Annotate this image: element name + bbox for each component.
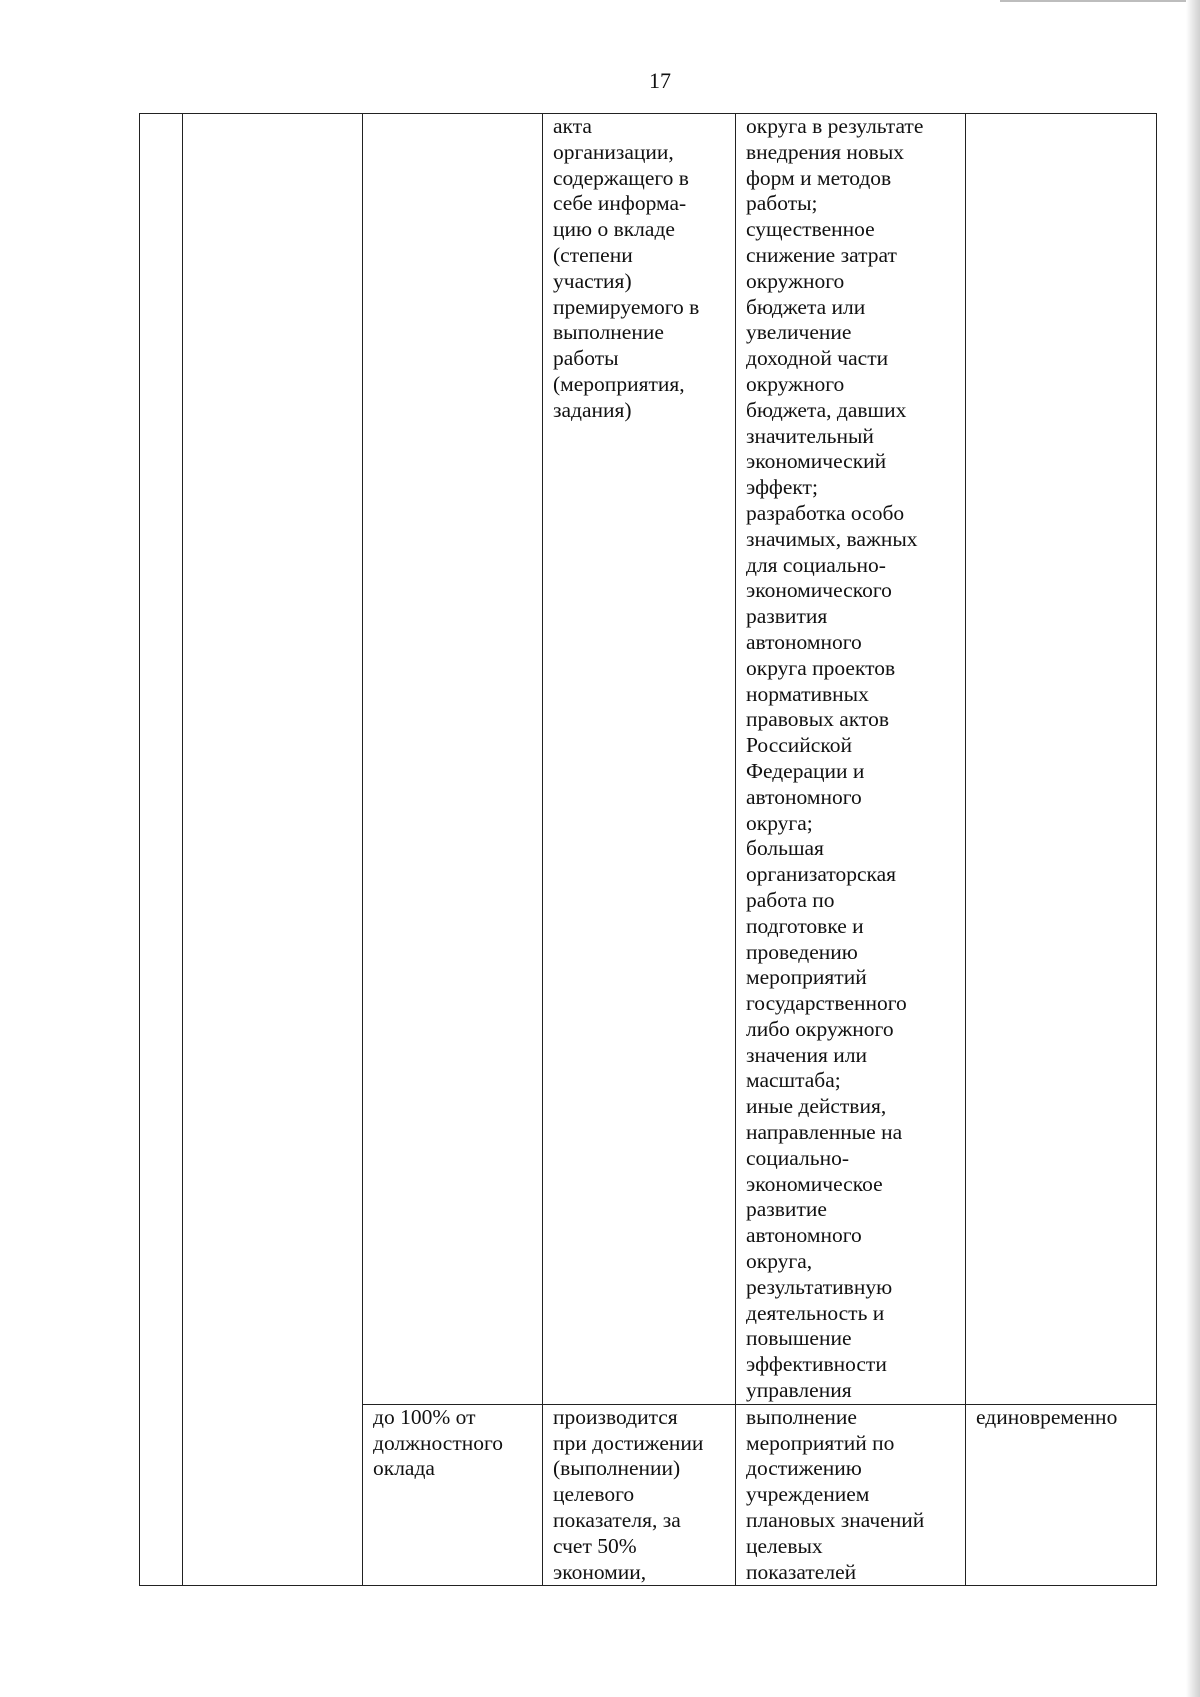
table-cell-col4: производится при достижении (выполнении) целевого показателя, за счет 50% экономии, bbox=[543, 1404, 736, 1586]
page-number: 17 bbox=[649, 68, 671, 93]
scan-top-edge bbox=[1000, 0, 1200, 2]
table-cell-col3: до 100% от должностного оклада bbox=[363, 1404, 543, 1586]
table-cell-col6 bbox=[966, 114, 1157, 1405]
table-row bbox=[140, 114, 1157, 1405]
table-cell-col5: выполнение мероприятий по достижению учреждением плановых значений целевых показателей bbox=[736, 1404, 966, 1586]
document-table bbox=[139, 113, 1157, 1586]
table-cell-col4: акта организации, содержащего в себе информа- цию о вкладе (степени участия) премируемого в выполнение работы (мероприятия, задания) bbox=[543, 114, 736, 1405]
table-cell-col1 bbox=[140, 114, 183, 1586]
table-cell-col6: единовременно bbox=[966, 1404, 1157, 1586]
table-cell-col2 bbox=[183, 114, 363, 1586]
scan-right-edge bbox=[1186, 0, 1200, 1697]
table-cell-col3 bbox=[363, 114, 543, 1405]
table-cell-col5: округа в результате внедрения новых форм и методов работы; существенное снижение затрат окружного бюджета или увеличение доходной части окружного бюджета, давших значительный экономический эффект; разработка особо значимых, важных для социально- экономического развития автономного округа проектов нормативных правовых актов Российской Федерации и автономного округа; большая организаторская работа по подготовке и проведению мероприятий государственного либо окружного значения или масштаба; иные действия, направленные на социально- экономическое развитие автономного округа, результативную деятельность и повышение эффективности управления bbox=[736, 114, 966, 1405]
